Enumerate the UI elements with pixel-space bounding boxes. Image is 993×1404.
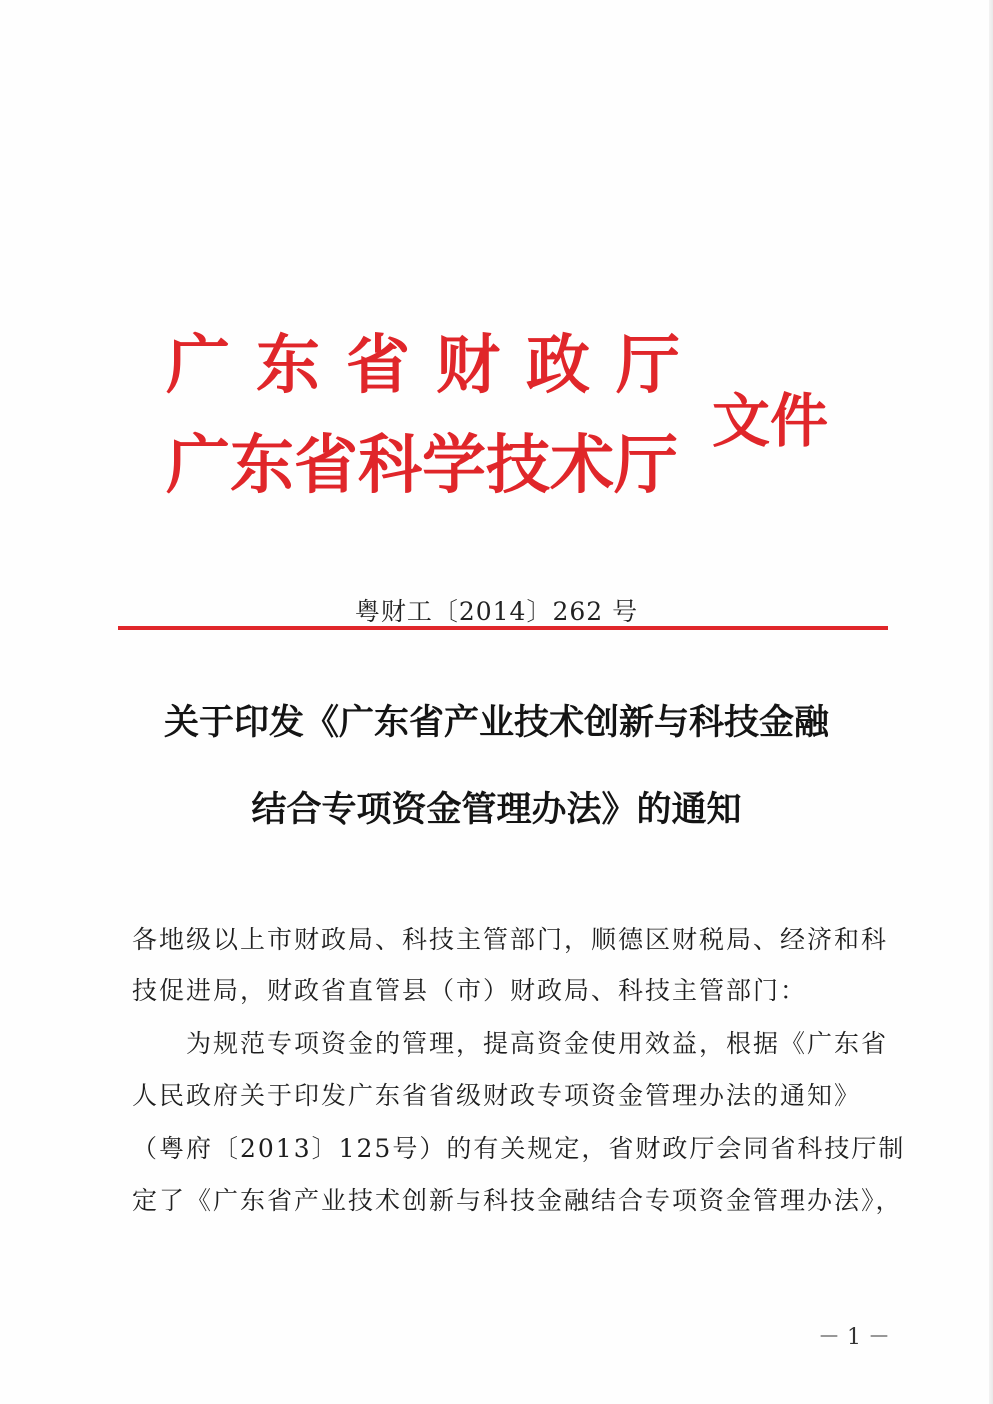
- page-number: － 1 －: [818, 1325, 890, 1350]
- red-divider-line: [118, 626, 888, 630]
- issuer-line-finance: 广东省财政厅: [166, 328, 706, 403]
- body-paragraph-line-1: 为规范专项资金的管理，提高资金使用效益，根据《广东省: [186, 1029, 889, 1058]
- document-number: 粤财工〔2014〕262 号: [354, 597, 639, 626]
- scan-edge-shadow: [989, 0, 993, 1404]
- addressee-line-2: 技促进局，财政省直管县（市）财政局、科技主管部门：: [132, 976, 808, 1005]
- body-paragraph-line-2: 人民政府关于印发广东省省级财政专项资金管理办法的通知》: [132, 1081, 862, 1110]
- notice-title-line-2: 结合专项资金管理办法》的通知: [251, 789, 742, 830]
- notice-title-line-1: 关于印发《广东省产业技术创新与科技金融: [163, 702, 829, 743]
- body-paragraph-line-4: 定了《广东省产业技术创新与科技金融结合专项资金管理办法》，: [132, 1186, 903, 1215]
- document-type-label: 文件: [712, 387, 829, 455]
- body-paragraph-line-3: （粤府〔2013〕125号）的有关规定，省财政厅会同省科技厅制: [132, 1134, 906, 1163]
- addressee-line-1: 各地级以上市财政局、科技主管部门，顺德区财税局、经济和科: [132, 925, 889, 954]
- issuer-line-science: 广东省科学技术厅: [166, 428, 678, 503]
